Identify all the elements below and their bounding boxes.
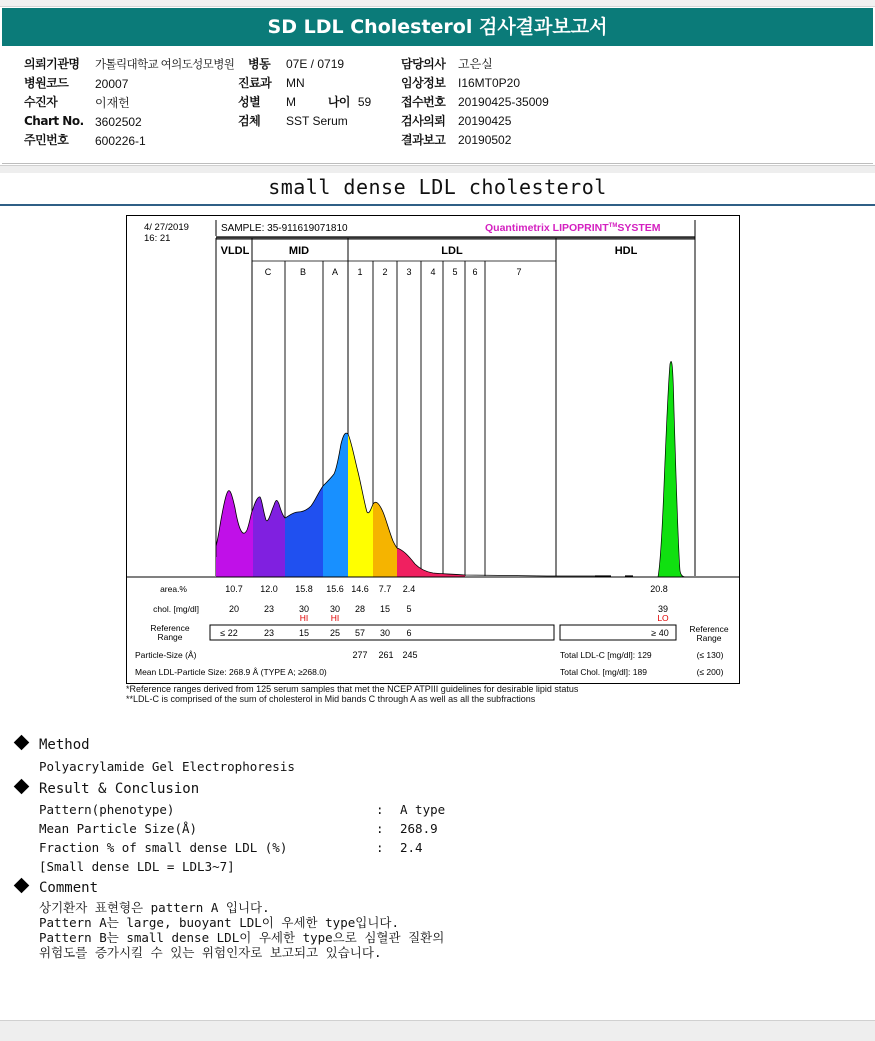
info-col2-values bbox=[286, 55, 371, 131]
trace-ldl1 bbox=[348, 434, 373, 577]
clinical-info-label: 임상정보 bbox=[401, 76, 446, 90]
flag-hi-mid-a: HI bbox=[330, 613, 340, 623]
result-row-label: Fraction % of small dense LDL (%) bbox=[39, 840, 288, 855]
info-col1-values bbox=[95, 55, 234, 151]
area-mid-a: 15.6 bbox=[326, 584, 344, 594]
institution-value: 가톨릭대학교 여의도성모병원 bbox=[95, 59, 235, 71]
dept-value: MN bbox=[286, 76, 305, 90]
chol-mid-c: 23 bbox=[263, 604, 275, 614]
report-footnotes bbox=[126, 684, 578, 704]
area-values bbox=[225, 584, 668, 594]
footnote-2: **LDL-C is comprised of the sum of cholesterol in Mid bands C through A as well as all the subfractions bbox=[126, 694, 536, 704]
method-heading bbox=[16, 737, 90, 753]
report-time: 16: 21 bbox=[144, 233, 171, 244]
method-text: Polyacrylamide Gel Electrophoresis bbox=[39, 759, 295, 774]
doctor-label: 담당의사 bbox=[401, 57, 446, 71]
footnote-1: *Reference ranges derived from 125 serum samples that met the NCEP ATPIII guidelines for desirable lipid status bbox=[126, 684, 579, 694]
area-ldl3: 2.4 bbox=[402, 584, 416, 594]
band-label-c: C bbox=[264, 267, 272, 277]
info-col2 bbox=[238, 55, 272, 131]
area-vldl: 10.7 bbox=[225, 584, 243, 594]
total-ldl-label: Total LDL-C [mg/dl]: 129 bbox=[560, 650, 652, 660]
info-col3-values bbox=[458, 55, 549, 150]
flag-hi-mid-b: HI bbox=[299, 613, 309, 623]
trace-mid-b bbox=[285, 486, 323, 577]
band-label-2: 2 bbox=[382, 267, 388, 277]
resident-no-value: 600226-1 bbox=[95, 134, 146, 148]
total-chol-label: Total Chol. [mg/dl]: 189 bbox=[560, 667, 647, 677]
divider bbox=[2, 163, 873, 164]
examinee-value: 이재헌 bbox=[95, 96, 130, 110]
receipt-no-value: 20190425-35009 bbox=[458, 95, 549, 109]
group-ldl: LDL bbox=[441, 245, 463, 257]
chol-mid-b: 30 bbox=[298, 604, 310, 614]
resident-no-label: 주민번호 bbox=[24, 133, 69, 147]
group-hdl: HDL bbox=[614, 245, 638, 257]
comment-heading bbox=[16, 880, 98, 896]
age-label: 나이 bbox=[327, 95, 351, 109]
band-label-3: 3 bbox=[406, 267, 412, 277]
info-col1 bbox=[24, 55, 84, 150]
chart-no-label: Chart No. bbox=[24, 114, 84, 128]
particle-ldl1: 277 bbox=[352, 650, 368, 660]
electropherogram bbox=[216, 361, 685, 577]
hospital-code-value: 20007 bbox=[95, 77, 129, 91]
ref-ldl2: 30 bbox=[379, 628, 391, 638]
method-heading-text: Method bbox=[39, 737, 90, 753]
area-mid-c: 12.0 bbox=[260, 584, 278, 594]
institution-label: 의뢰기관명 bbox=[24, 57, 80, 71]
chol-flags bbox=[300, 613, 669, 623]
chol-vldl: 20 bbox=[228, 604, 240, 614]
particle-ldl2: 261 bbox=[378, 650, 394, 660]
chol-label: chol. [mg/dl] bbox=[153, 604, 199, 614]
area-ldl2: 7.7 bbox=[378, 584, 392, 594]
trace-hdl bbox=[658, 361, 685, 577]
report-date-label: 결과보고 bbox=[401, 133, 446, 147]
specimen-label: 검체 bbox=[238, 114, 261, 128]
chol-hdl: 39 bbox=[657, 604, 669, 614]
comment-line: 위험도를 증가시킬 수 있는 위험인자로 보고되고 있습니다. bbox=[39, 945, 382, 960]
ref-mid-a: 25 bbox=[329, 628, 341, 638]
diamond-bullet-icon bbox=[14, 878, 30, 894]
result-row-sep: : bbox=[376, 840, 384, 855]
comment-heading-text: Comment bbox=[39, 880, 99, 896]
particle-ldl3: 245 bbox=[402, 650, 418, 660]
diamond-bullet-icon bbox=[14, 735, 30, 751]
band-label-6: 6 bbox=[472, 267, 478, 277]
ref-ldl3: 6 bbox=[406, 628, 412, 638]
band-label-4: 4 bbox=[430, 267, 436, 277]
chol-mid-a: 30 bbox=[329, 604, 341, 614]
info-col3 bbox=[401, 55, 445, 150]
band-label-1: 1 bbox=[357, 267, 363, 277]
age-value: 59 bbox=[357, 95, 372, 109]
system-brand: Quantimetrix LIPOPRINT™SYSTEM bbox=[485, 222, 661, 234]
clinical-info-value: I16MT0P20 bbox=[458, 76, 521, 90]
flag-lo-hdl: LO bbox=[657, 613, 669, 623]
report-date-value: 20190502 bbox=[458, 133, 512, 147]
ref-right-label-2: Range bbox=[696, 633, 722, 643]
area-hdl: 20.8 bbox=[650, 584, 668, 594]
report-title: SD LDL Cholesterol 검사결과보고서 bbox=[2, 8, 873, 46]
result-row-value: 268.9 bbox=[400, 821, 438, 836]
chol-ldl3: 5 bbox=[406, 604, 412, 614]
trace-vldl bbox=[216, 491, 253, 577]
sample-id: SAMPLE: 35-911619071810 bbox=[221, 223, 348, 234]
chol-ldl2: 15 bbox=[379, 604, 391, 614]
ref-right-label-1: Reference bbox=[689, 624, 729, 634]
result-row-label: Pattern(phenotype) bbox=[39, 802, 175, 817]
section-divider bbox=[0, 204, 875, 206]
band-label-5: 5 bbox=[452, 267, 458, 277]
ref-values bbox=[220, 628, 668, 638]
total-ldl-ref: (≤ 130) bbox=[696, 650, 724, 660]
sex-label: 성별 bbox=[238, 95, 261, 109]
ref-mid-c: 23 bbox=[263, 628, 275, 638]
comment-line: Pattern A는 large, buoyant LDL이 우세한 type입니다. bbox=[39, 915, 399, 930]
ref-hdl: ≥ 40 bbox=[651, 628, 669, 638]
particle-label: Particle-Size (Å) bbox=[135, 650, 197, 660]
ref-mid-b: 15 bbox=[298, 628, 310, 638]
trace-ldl2 bbox=[373, 502, 397, 577]
ref-label-2: Range bbox=[157, 632, 183, 642]
band-label-a: A bbox=[331, 267, 339, 277]
dept-label: 진료과 bbox=[238, 76, 272, 90]
section-title: small dense LDL cholesterol bbox=[268, 175, 607, 199]
lipoprint-figure bbox=[127, 216, 739, 683]
specimen-value: SST Serum bbox=[286, 114, 348, 128]
top-strip bbox=[0, 0, 875, 7]
lipoprint-report bbox=[126, 215, 740, 684]
ref-vldl: ≤ 22 bbox=[220, 628, 238, 638]
ref-label-1: Reference bbox=[150, 623, 190, 633]
total-chol-ref: (≤ 200) bbox=[696, 667, 724, 677]
area-mid-b: 15.8 bbox=[295, 584, 313, 594]
result-note: [Small dense LDL = LDL3~7] bbox=[39, 859, 235, 874]
area-ldl1: 14.6 bbox=[351, 584, 369, 594]
bottom-strip bbox=[0, 1020, 875, 1041]
particle-values bbox=[352, 650, 417, 660]
examinee-label: 수진자 bbox=[24, 95, 58, 109]
trace-mid-a bbox=[323, 433, 348, 577]
ward-value: 07E / 0719 bbox=[286, 57, 345, 71]
result-row-label: Mean Particle Size(Å) bbox=[39, 821, 198, 836]
section-band bbox=[0, 165, 875, 173]
result-heading-text: Result & Conclusion bbox=[39, 781, 200, 797]
chol-ldl1: 28 bbox=[354, 604, 366, 614]
result-row-sep: : bbox=[376, 821, 384, 836]
result-row-value: 2.4 bbox=[400, 840, 423, 855]
band-label-b: B bbox=[299, 267, 307, 277]
doctor-value: 고은실 bbox=[458, 57, 493, 71]
area-label: area.% bbox=[160, 584, 187, 594]
mean-particle-size: Mean LDL-Particle Size: 268.9 Å (TYPE A; ≥268.0) bbox=[135, 667, 327, 677]
receipt-no-label: 접수번호 bbox=[401, 95, 446, 109]
report-date: 4/ 27/2019 bbox=[144, 222, 189, 233]
request-date-value: 20190425 bbox=[458, 114, 512, 128]
comment-line: 상기환자 표현형은 pattern A 입니다. bbox=[39, 900, 270, 915]
chol-values bbox=[229, 604, 668, 614]
ref-ldl1: 57 bbox=[354, 628, 366, 638]
ward-label: 병동 bbox=[248, 57, 271, 71]
group-mid: MID bbox=[288, 245, 310, 257]
request-date-label: 검사의뢰 bbox=[401, 114, 446, 128]
result-heading bbox=[16, 781, 199, 797]
band-label-7: 7 bbox=[516, 267, 522, 277]
diamond-bullet-icon bbox=[14, 779, 30, 795]
chart-no-value: 3602502 bbox=[95, 115, 142, 129]
sex-value: M bbox=[286, 95, 296, 109]
result-row-value: A type bbox=[400, 802, 446, 817]
result-row-sep: : bbox=[376, 802, 384, 817]
comment-line: Pattern B는 small dense LDL이 우세한 type으로 심혈관 질환의 bbox=[39, 930, 445, 945]
group-vldl: VLDL bbox=[220, 245, 250, 257]
hospital-code-label: 병원코드 bbox=[24, 76, 69, 90]
